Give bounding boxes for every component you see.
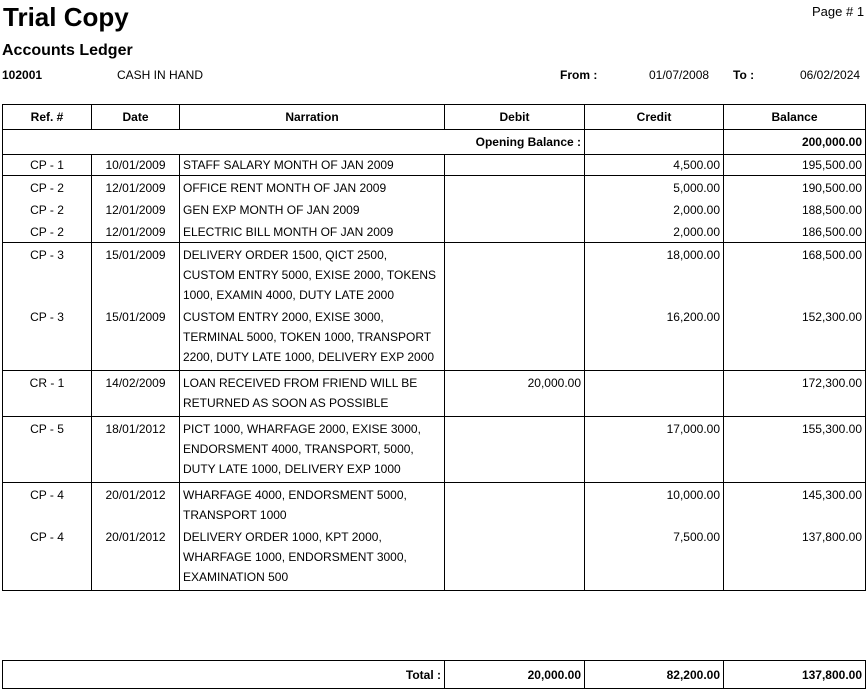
row-debit: [445, 243, 585, 306]
total-credit: 82,200.00: [585, 661, 724, 689]
table-row: [3, 525, 866, 591]
total-label: Total :: [3, 661, 445, 689]
table-row: [3, 305, 866, 371]
row-credit: 4,500.00: [585, 155, 724, 176]
total-balance: 137,800.00: [724, 661, 866, 689]
total-debit: 20,000.00: [445, 661, 585, 689]
row-balance: 168,500.00: [724, 243, 866, 306]
row-narration: LOAN RECEIVED FROM FRIEND WILL BE RETURNED AS SOON AS POSSIBLE: [180, 371, 445, 417]
row-date: 12/01/2009: [92, 220, 180, 243]
row-date: 15/01/2009: [92, 243, 180, 306]
row-balance: 137,800.00: [724, 525, 866, 591]
row-balance: 172,300.00: [724, 371, 866, 417]
row-ref: CP - 2: [3, 198, 92, 220]
header-ref: Ref. #: [3, 105, 92, 130]
account-name: CASH IN HAND: [117, 68, 204, 82]
row-ref: CP - 3: [3, 243, 92, 306]
row-narration: DELIVERY ORDER 1000, KPT 2000, WHARFAGE 1000, ENDORSMENT 3000, EXAMINATION 500: [180, 525, 445, 591]
from-label: From :: [560, 68, 598, 82]
row-debit: [445, 305, 585, 371]
row-debit: 20,000.00: [445, 371, 585, 417]
row-balance: 188,500.00: [724, 198, 866, 220]
from-date: 01/07/2008: [649, 68, 710, 82]
to-date: 06/02/2024: [800, 68, 861, 82]
table-row: [3, 483, 866, 526]
row-date: 15/01/2009: [92, 305, 180, 371]
row-date: 10/01/2009: [92, 155, 180, 176]
row-ref: CP - 5: [3, 417, 92, 483]
row-narration: OFFICE RENT MONTH OF JAN 2009: [180, 176, 445, 199]
row-narration: STAFF SALARY MONTH OF JAN 2009: [180, 155, 445, 176]
row-credit: 7,500.00: [585, 525, 724, 591]
row-balance: 195,500.00: [724, 155, 866, 176]
table-header-row: [3, 105, 866, 130]
totals-table: [2, 660, 866, 689]
header-balance: Balance: [724, 105, 866, 130]
row-credit: 17,000.00: [585, 417, 724, 483]
row-balance: 190,500.00: [724, 176, 866, 199]
row-debit: [445, 155, 585, 176]
row-credit: [585, 371, 724, 417]
row-ref: CP - 4: [3, 483, 92, 526]
table-row: [3, 198, 866, 220]
row-ref: CP - 1: [3, 155, 92, 176]
header-narration: Narration: [180, 105, 445, 130]
row-narration: PICT 1000, WHARFAGE 2000, EXISE 3000, ENDORSMENT 4000, TRANSPORT, 5000, DUTY LATE 1000, DELIVERY EXP 1000: [180, 417, 445, 483]
row-debit: [445, 483, 585, 526]
account-code: 102001: [2, 68, 43, 82]
row-debit: [445, 417, 585, 483]
row-credit: 16,200.00: [585, 305, 724, 371]
ledger-table: [2, 104, 866, 591]
row-credit: 2,000.00: [585, 220, 724, 243]
page-number: Page # 1: [812, 4, 865, 19]
row-credit: 5,000.00: [585, 176, 724, 199]
row-date: 18/01/2012: [92, 417, 180, 483]
row-narration: CUSTOM ENTRY 2000, EXISE 3000, TERMINAL 5000, TOKEN 1000, TRANSPORT 2200, DUTY LATE 1000, DELIVERY EXP 2000: [180, 305, 445, 371]
row-debit: [445, 220, 585, 243]
table-row: [3, 155, 866, 176]
opening-balance-value: 200,000.00: [724, 130, 866, 155]
table-row: [3, 371, 866, 417]
row-date: 12/01/2009: [92, 198, 180, 220]
row-debit: [445, 176, 585, 199]
header-debit: Debit: [445, 105, 585, 130]
row-credit: 2,000.00: [585, 198, 724, 220]
row-date: 12/01/2009: [92, 176, 180, 199]
table-row: [3, 220, 866, 243]
row-narration: ELECTRIC BILL MONTH OF JAN 2009: [180, 220, 445, 243]
row-debit: [445, 198, 585, 220]
header-credit: Credit: [585, 105, 724, 130]
row-date: 20/01/2012: [92, 525, 180, 591]
row-narration: GEN EXP MONTH OF JAN 2009: [180, 198, 445, 220]
row-ref: CP - 2: [3, 220, 92, 243]
table-row: [3, 176, 866, 199]
header-date: Date: [92, 105, 180, 130]
row-balance: 145,300.00: [724, 483, 866, 526]
report-subtitle: Accounts Ledger: [2, 42, 133, 59]
row-credit: 18,000.00: [585, 243, 724, 306]
row-ref: CP - 4: [3, 525, 92, 591]
row-date: 14/02/2009: [92, 371, 180, 417]
row-balance: 152,300.00: [724, 305, 866, 371]
row-debit: [445, 525, 585, 591]
row-ref: CP - 3: [3, 305, 92, 371]
table-row: [3, 243, 866, 306]
row-credit: 10,000.00: [585, 483, 724, 526]
row-narration: WHARFAGE 4000, ENDORSMENT 5000, TRANSPORT 1000: [180, 483, 445, 526]
row-balance: 186,500.00: [724, 220, 866, 243]
row-ref: CR - 1: [3, 371, 92, 417]
opening-balance-label: Opening Balance :: [3, 130, 585, 155]
row-narration: DELIVERY ORDER 1500, QICT 2500, CUSTOM ENTRY 5000, EXISE 2000, TOKENS 1000, EXAMIN 4000, DUTY LATE 2000: [180, 243, 445, 306]
row-balance: 155,300.00: [724, 417, 866, 483]
row-ref: CP - 2: [3, 176, 92, 199]
to-label: To :: [733, 68, 755, 82]
totals-row: [3, 661, 866, 689]
opening-balance-row: [3, 130, 866, 155]
report-title: Trial Copy: [3, 2, 129, 32]
row-date: 20/01/2012: [92, 483, 180, 526]
table-row: [3, 417, 866, 483]
